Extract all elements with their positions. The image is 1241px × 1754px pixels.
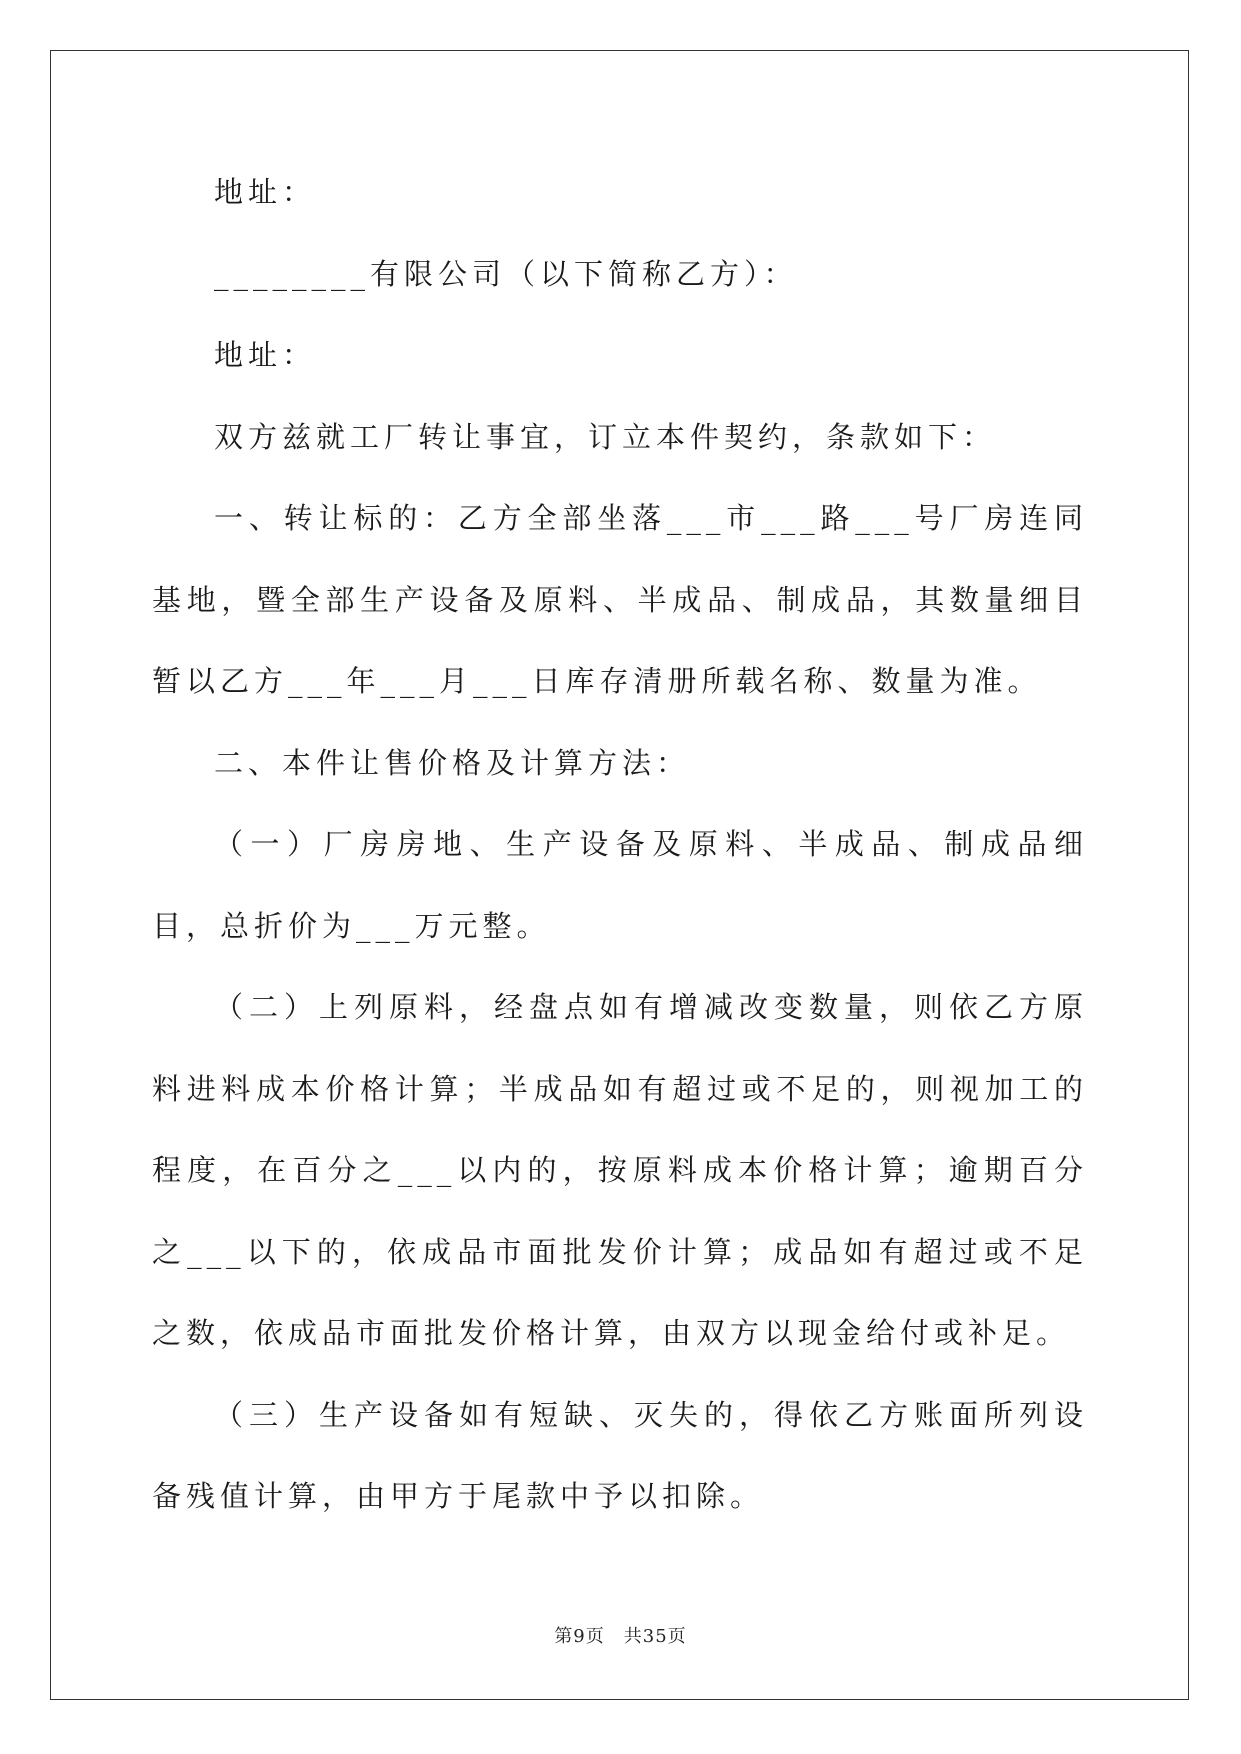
document-body <box>152 152 1088 1538</box>
clause-1-subject: 一、转让标的：乙方全部坐落___市___路___号厂房连同基地，暨全部生产设备及原料、半成品、制成品，其数量细目暂以乙方___年___月___日库存清册所载名称、数量为准。 <box>152 501 1088 698</box>
clause-2-item-1: （一）厂房房地、生产设备及原料、半成品、制成品细目，总折价为___万元整。 <box>152 827 1088 943</box>
address-line-1: 地址： <box>214 175 317 209</box>
clause-2-item-3: （三）生产设备如有短缺、灭失的，得依乙方账面所列设备残值计算，由甲方于尾款中予以扣除。 <box>152 1397 1088 1513</box>
page-footer <box>0 1622 1241 1648</box>
party-b-line: ________有限公司（以下简称乙方）： <box>214 256 798 291</box>
clause-2-heading: 二、本件让售价格及计算方法： <box>214 745 691 780</box>
address-line-2: 地址： <box>214 338 317 372</box>
preamble: 双方兹就工厂转让事宜，订立本件契约，条款如下： <box>214 419 997 454</box>
page-number: 第9页 共35页 <box>554 1626 687 1647</box>
clause-2-item-2: （二）上列原料，经盘点如有增减改变数量，则依乙方原料进料成本价格计算；半成品如有超过或不足的，则视加工的程度，在百分之___以内的，按原料成本价格计算；逾期百分之___以下的，依成品市面批发价计算；成品如有超过或不足之数，依成品市面批发价格计算，由双方以现金给付或补足。 <box>152 990 1088 1350</box>
